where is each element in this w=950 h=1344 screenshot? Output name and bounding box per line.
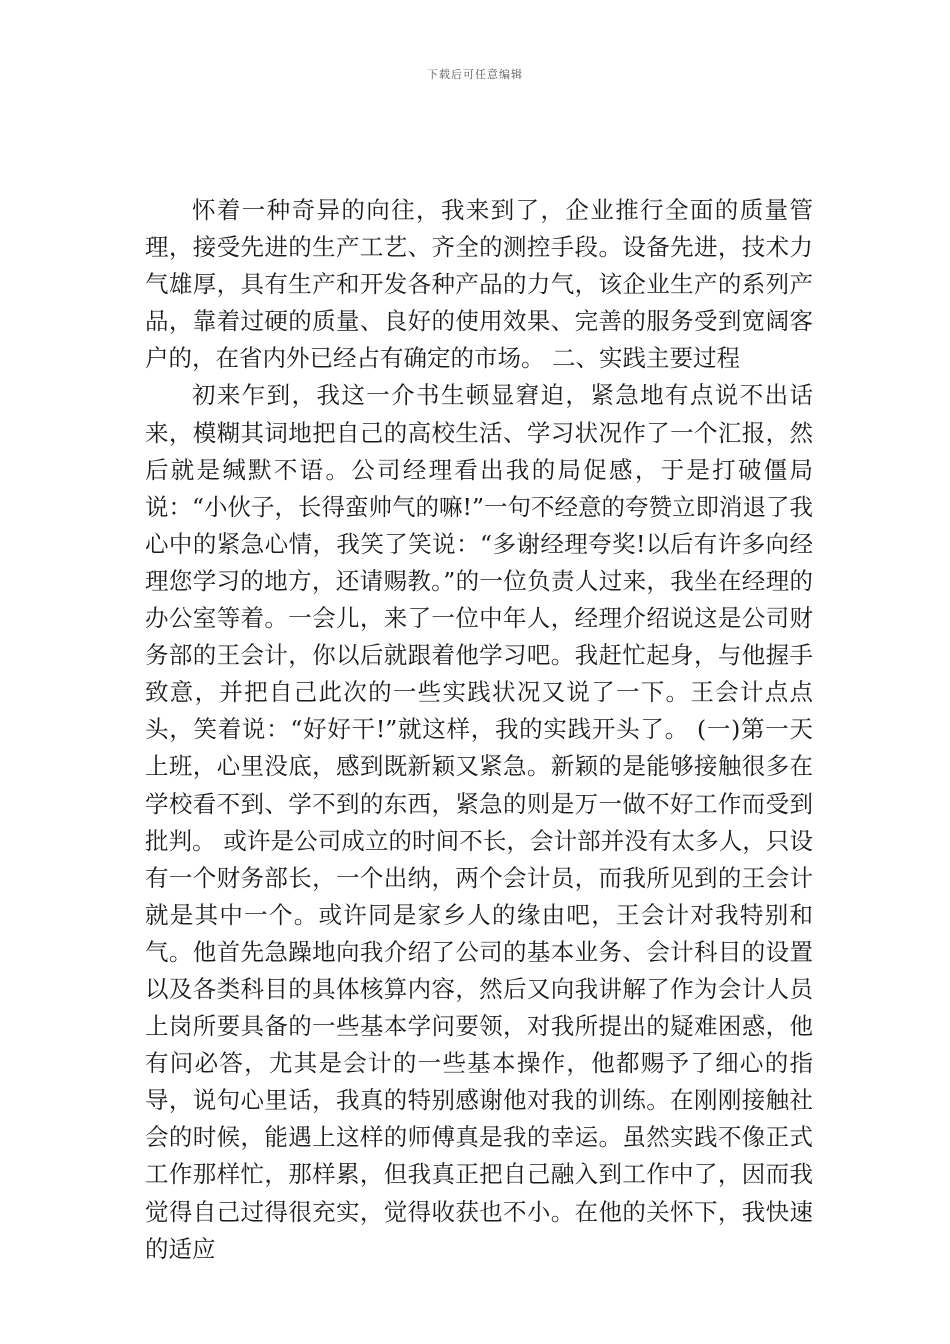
paragraph-2: 初来乍到，我这一介书生顿显窘迫，紧急地有点说不出话来，模糊其词地把自己的高校生活、学习状况作了一个汇报，然后就是缄默不语。公司经理看出我的局促感，于是打破僵局说：“小伙子，长得蛮帅气的嘛!”一句不经意的夸赞立即消退了我心中的紧急心情，我笑了笑说：“多谢经理夸奖!以后有许多向经理您学习的地方，还请赐教。”的一位负责人过来，我坐在经理的办公室等着。一会儿，来了一位中年人，经理介绍说这是公司财务部的王会计，你以后就跟着他学习吧。我赶忙起身，与他握手致意，并把自己此次的一些实践状况又说了一下。王会计点点头，笑着说：“好好干!”就这样，我的实践开头了。 (一)第一天上班，心里没底，感到既新颖又紧急。新颖的是能够接触很多在学校看不到、学不到的东西，紧急的则是万一做不好工作而受到批判。 或许是公司成立的时间不长，会计部并没有太多人，只设有一个财务部长，一个出纳，两个会计员，而我所见到的王会计就是其中一个。或许同是家乡人的缘由吧，王会计对我特别和气。他首先急躁地向我介绍了公司的基本业务、会计科目的设置以及各类科目的具体核算内容，然后又向我讲解了作为会计人员上岗所要具备的一些基本学问要领，对我所提出的疑难困惑，他有问必答，尤其是会计的一些基本操作，他都赐予了细心的指导，说句心里话，我真的特别感谢他对我的训练。在刚刚接触社会的时候，能遇上这样的师傅真是我的幸运。虽然实践不像正式工作那样忙，那样累，但我真正把自己融入到工作中了，因而我觉得自己过得很充实，觉得收获也不小。在他的关怀下，我快速的适应 [145,381,813,1263]
header-note: 下载后可任意编辑 [427,68,523,81]
paragraph-1: 怀着一种奇异的向往，我来到了，企业推行全面的质量管理，接受先进的生产工艺、齐全的测控手段。设备先进，技术力气雄厚，具有生产和开发各种产品的力气，该企业生产的系列产品，靠着过硬的质量、良好的使用效果、完善的服务受到宽阔客户的，在省内外已经占有确定的市场。 二、实践主要过程 [145,196,813,373]
document-body [145,192,813,1268]
